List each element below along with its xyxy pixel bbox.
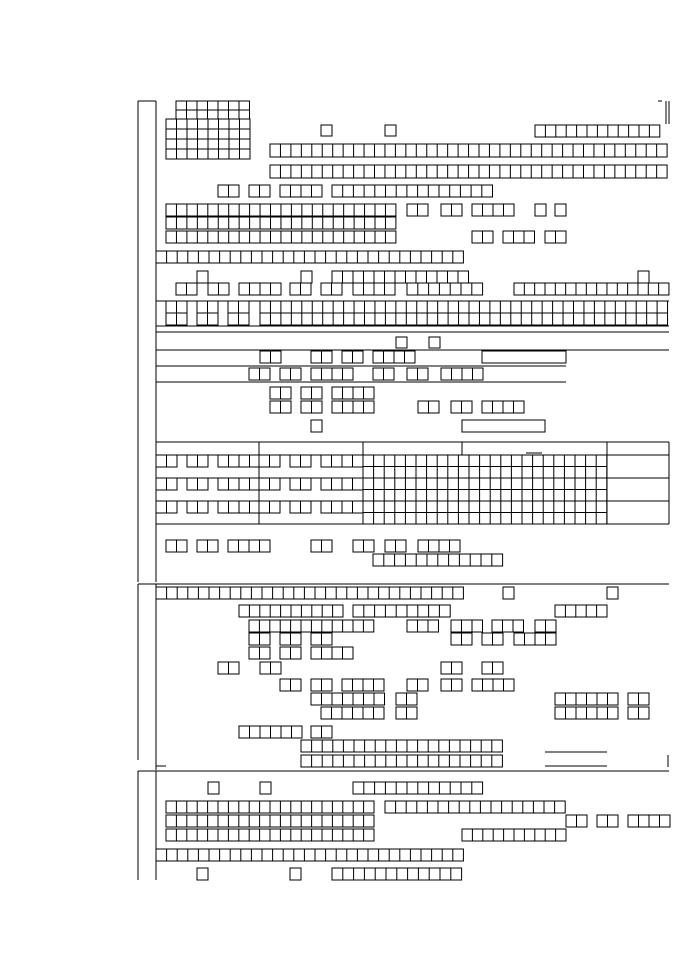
comb-field-frame[interactable] <box>492 620 524 632</box>
comb-field[interactable] <box>187 478 208 490</box>
comb-field[interactable] <box>156 251 463 263</box>
comb-field[interactable] <box>156 478 177 490</box>
checkbox[interactable] <box>555 204 566 216</box>
top-grid[interactable] <box>166 129 250 139</box>
comb-field[interactable] <box>535 620 556 632</box>
comb-field[interactable] <box>311 679 332 691</box>
comb-field-frame[interactable] <box>514 283 669 295</box>
comb-field[interactable] <box>597 815 618 827</box>
comb-field[interactable] <box>311 647 353 659</box>
comb-field[interactable] <box>418 540 460 552</box>
comb-field[interactable] <box>239 726 302 738</box>
comb-field[interactable] <box>407 368 428 380</box>
comb-field[interactable] <box>249 647 270 659</box>
comb-field[interactable] <box>373 368 394 380</box>
comb-field[interactable] <box>218 455 260 467</box>
comb-field[interactable] <box>555 693 618 705</box>
comb-field[interactable] <box>290 501 311 513</box>
comb-field[interactable] <box>321 707 384 719</box>
comb-field[interactable] <box>311 368 353 380</box>
comb-field[interactable] <box>290 455 311 467</box>
checkbox[interactable] <box>385 125 396 136</box>
comb-field[interactable] <box>156 455 177 467</box>
comb-field[interactable] <box>166 815 374 827</box>
comb-field[interactable] <box>535 125 660 137</box>
checkbox[interactable] <box>396 337 407 348</box>
comb-field[interactable] <box>166 540 187 552</box>
comb-field-frame[interactable] <box>363 513 607 525</box>
comb-field[interactable] <box>628 693 649 705</box>
comb-field[interactable] <box>166 231 396 243</box>
comb-field-frame[interactable] <box>363 478 607 490</box>
comb-field-frame[interactable] <box>332 271 469 283</box>
checkbox[interactable] <box>311 420 322 432</box>
comb-field-frame[interactable] <box>503 231 535 243</box>
comb-field[interactable] <box>311 693 385 705</box>
comb-field-frame[interactable] <box>260 301 668 313</box>
comb-field[interactable] <box>260 301 668 313</box>
comb-field[interactable] <box>156 849 463 861</box>
top-grid[interactable] <box>166 119 250 129</box>
comb-field[interactable] <box>332 185 493 197</box>
text-field[interactable] <box>462 420 545 432</box>
comb-field[interactable] <box>492 620 524 632</box>
comb-field[interactable] <box>332 271 469 283</box>
comb-field[interactable] <box>280 185 322 197</box>
comb-field-frame[interactable] <box>311 693 385 705</box>
comb-field[interactable] <box>270 401 291 413</box>
comb-field[interactable] <box>555 605 607 617</box>
top-grid[interactable] <box>176 101 250 110</box>
comb-field[interactable] <box>290 478 311 490</box>
comb-field[interactable] <box>249 368 270 380</box>
comb-field[interactable] <box>342 351 363 363</box>
comb-field[interactable] <box>156 501 177 513</box>
comb-field[interactable] <box>321 455 363 467</box>
top-grid[interactable] <box>166 149 250 159</box>
comb-field[interactable] <box>462 829 566 841</box>
comb-field-frame[interactable] <box>156 587 463 599</box>
comb-field[interactable] <box>249 185 270 197</box>
comb-field-frame[interactable] <box>156 251 463 263</box>
comb-field[interactable] <box>451 620 483 632</box>
comb-field[interactable] <box>472 204 514 216</box>
comb-field[interactable] <box>270 387 291 399</box>
table-grid-row[interactable] <box>363 478 607 490</box>
comb-field[interactable] <box>218 501 260 513</box>
comb-field[interactable] <box>566 815 587 827</box>
table-grid-row[interactable] <box>363 501 607 513</box>
comb-field[interactable] <box>239 283 281 295</box>
comb-field[interactable] <box>353 605 450 617</box>
comb-field[interactable] <box>321 501 363 513</box>
comb-field[interactable] <box>514 633 556 645</box>
comb-field-frame[interactable] <box>301 740 502 752</box>
comb-field[interactable] <box>259 501 280 513</box>
top-grid[interactable] <box>166 139 250 149</box>
comb-field[interactable] <box>311 726 332 738</box>
comb-field[interactable] <box>280 633 301 645</box>
comb-field[interactable] <box>166 204 396 216</box>
checkbox[interactable] <box>197 868 208 880</box>
comb-field[interactable] <box>353 283 395 295</box>
comb-field[interactable] <box>249 633 270 645</box>
comb-field[interactable] <box>482 633 503 645</box>
comb-field[interactable] <box>332 387 374 399</box>
comb-field[interactable] <box>260 662 281 674</box>
comb-field[interactable] <box>187 501 208 513</box>
text-field[interactable] <box>482 351 566 363</box>
comb-field[interactable] <box>407 204 428 216</box>
comb-field[interactable] <box>628 815 670 827</box>
comb-field[interactable] <box>166 301 187 313</box>
comb-field[interactable] <box>441 368 483 380</box>
comb-field-frame[interactable] <box>407 283 483 295</box>
comb-field[interactable] <box>407 620 439 632</box>
comb-field[interactable] <box>270 165 667 178</box>
comb-field[interactable] <box>545 231 566 243</box>
comb-field-frame[interactable] <box>176 101 250 110</box>
comb-field[interactable] <box>441 204 462 216</box>
comb-field[interactable] <box>166 829 374 841</box>
comb-field[interactable] <box>373 554 503 566</box>
comb-field[interactable] <box>197 301 218 313</box>
table-grid-row[interactable] <box>363 513 607 525</box>
comb-field-frame[interactable] <box>260 313 668 325</box>
comb-field[interactable] <box>407 283 483 295</box>
comb-field[interactable] <box>451 401 472 413</box>
comb-field[interactable] <box>228 301 249 313</box>
comb-field[interactable] <box>311 351 332 363</box>
comb-field-frame[interactable] <box>176 110 250 119</box>
comb-field-frame[interactable] <box>353 605 450 617</box>
comb-field[interactable] <box>514 283 669 295</box>
comb-field[interactable] <box>482 401 524 413</box>
comb-field[interactable] <box>301 401 322 413</box>
comb-field[interactable] <box>373 351 415 363</box>
comb-field[interactable] <box>270 144 667 157</box>
comb-field[interactable] <box>166 313 187 325</box>
comb-field[interactable] <box>353 540 374 552</box>
comb-field[interactable] <box>239 605 343 617</box>
comb-field[interactable] <box>197 313 218 325</box>
checkbox[interactable] <box>260 782 271 794</box>
comb-field[interactable] <box>353 782 483 794</box>
comb-field-frame[interactable] <box>451 620 483 632</box>
comb-field[interactable] <box>290 283 311 295</box>
comb-field[interactable] <box>628 707 649 719</box>
checkbox[interactable] <box>429 337 440 348</box>
comb-field[interactable] <box>197 540 218 552</box>
comb-field[interactable] <box>260 351 281 363</box>
table-grid-row[interactable] <box>363 467 607 479</box>
comb-field-frame[interactable] <box>363 490 607 502</box>
comb-field[interactable] <box>342 679 384 691</box>
comb-field[interactable] <box>208 283 229 295</box>
comb-field[interactable] <box>385 801 565 813</box>
comb-field[interactable] <box>228 540 270 552</box>
checkbox[interactable] <box>535 204 546 216</box>
comb-field[interactable] <box>176 283 197 295</box>
comb-field[interactable] <box>332 868 462 880</box>
checkbox[interactable] <box>301 271 312 283</box>
comb-field[interactable] <box>166 217 396 229</box>
comb-field[interactable] <box>280 647 301 659</box>
comb-field[interactable] <box>218 185 239 197</box>
table-grid-row[interactable] <box>363 455 607 467</box>
checkbox[interactable] <box>290 868 301 880</box>
comb-field[interactable] <box>166 801 374 813</box>
checkbox[interactable] <box>208 782 219 794</box>
checkbox[interactable] <box>197 271 208 283</box>
comb-field[interactable] <box>321 478 363 490</box>
comb-field[interactable] <box>441 679 462 691</box>
comb-field[interactable] <box>301 387 322 399</box>
comb-field[interactable] <box>156 587 463 599</box>
checkbox[interactable] <box>607 587 618 599</box>
comb-field[interactable] <box>218 662 239 674</box>
comb-field[interactable] <box>301 755 502 767</box>
comb-field[interactable] <box>259 478 280 490</box>
comb-field-frame[interactable] <box>363 455 607 467</box>
comb-field-frame[interactable] <box>407 620 439 632</box>
comb-field[interactable] <box>321 283 342 295</box>
comb-field[interactable] <box>311 633 332 645</box>
checkbox[interactable] <box>321 125 332 136</box>
comb-field-frame[interactable] <box>363 467 607 479</box>
comb-field-frame[interactable] <box>301 755 502 767</box>
comb-field[interactable] <box>407 679 428 691</box>
comb-field[interactable] <box>259 455 280 467</box>
comb-field[interactable] <box>301 740 502 752</box>
comb-field[interactable] <box>396 707 417 719</box>
top-grid[interactable] <box>176 110 250 119</box>
comb-field[interactable] <box>187 455 208 467</box>
checkbox[interactable] <box>503 587 514 599</box>
comb-field[interactable] <box>418 401 439 413</box>
comb-field[interactable] <box>472 231 493 243</box>
comb-field[interactable] <box>280 368 301 380</box>
comb-field[interactable] <box>503 231 535 243</box>
comb-field[interactable] <box>396 693 417 705</box>
comb-field-frame[interactable] <box>363 501 607 513</box>
comb-field[interactable] <box>218 478 260 490</box>
comb-field[interactable] <box>260 313 668 325</box>
comb-field[interactable] <box>441 662 462 674</box>
comb-field[interactable] <box>555 707 618 719</box>
comb-field[interactable] <box>451 633 472 645</box>
comb-field[interactable] <box>385 540 406 552</box>
form-fields <box>156 101 670 880</box>
checkbox[interactable] <box>638 271 649 283</box>
comb-field-frame[interactable] <box>332 185 493 197</box>
comb-field[interactable] <box>311 540 332 552</box>
comb-field[interactable] <box>280 679 301 691</box>
comb-field[interactable] <box>228 313 249 325</box>
comb-field[interactable] <box>472 679 514 691</box>
comb-field[interactable] <box>249 620 374 632</box>
comb-field-frame[interactable] <box>385 801 565 813</box>
comb-field-frame[interactable] <box>555 605 607 617</box>
comb-field[interactable] <box>332 401 374 413</box>
comb-field[interactable] <box>482 662 503 674</box>
table-grid-row[interactable] <box>363 490 607 502</box>
comb-field-frame[interactable] <box>156 849 463 861</box>
